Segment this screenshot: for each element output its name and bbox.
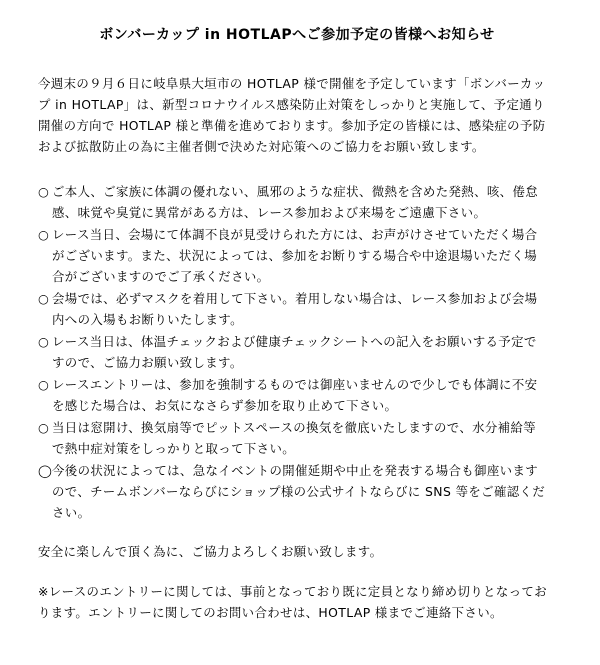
list-item-text: レース当日、会場にて体調不良が見受けられた方には、お声がけさせていただく場合がございます。また、状況によっては、参加をお断りする場合や中途退場いただく場合がございますのでご了承ください。	[52, 227, 538, 284]
list-item	[38, 181, 548, 223]
list-item	[38, 331, 548, 373]
circle-bullet-icon: ○	[38, 291, 50, 306]
list-item-text: 会場では、必ずマスクを着用して下さい。着用しない場合は、レース参加および会場内への入場もお断りいたします。	[52, 291, 538, 327]
circle-bullet-icon: ◯	[38, 463, 53, 478]
list-item-text: 当日は窓開け、換気扇等でピットスペースの換気を徹底いたしますので、水分補給等で熱中症対策をしっかりと取って下さい。	[52, 420, 537, 456]
circle-bullet-icon: ○	[38, 184, 50, 199]
circle-bullet-icon: ○	[38, 420, 50, 435]
circle-bullet-icon: ○	[38, 227, 50, 242]
list-item-text: 今後の状況によっては、急なイベントの開催延期や中止を発表する場合も御座いますので、チームボンバーならびにショップ様の公式サイトならびに SNS 等をご確認ください。	[52, 463, 546, 520]
closing-paragraph: 安全に楽しんで頂く為に、ご協力よろしくお願い致します。	[38, 544, 383, 559]
list-item	[38, 288, 548, 330]
list-item-text: レース当日は、体温チェックおよび健康チェックシートへの記入をお願いする予定ですので、ご協力お願い致します。	[52, 334, 537, 370]
list-item	[38, 224, 548, 287]
list-item-text: ご本人、ご家族に体調の優れない、風邪のような症状、微熱を含めた発熱、咳、倦怠感、味覚や臭覚に異常がある方は、レース参加および来場をご遠慮下さい。	[52, 184, 539, 220]
precaution-list	[38, 181, 548, 523]
circle-bullet-icon: ○	[38, 377, 50, 392]
intro-paragraph: 今週末の９月６日に岐阜県大垣市の HOTLAP 様で開催を予定しています「ボンバーカップ in HOTLAP」は、新型コロナウイルス感染防止対策をしっかりと実施して、予定通り開催の方向で HOTLAP 様と準備を進めております。参加予定の皆様には、感染症の予防および拡散防止の為に主催者側で決めた対応策へのご協力をお願い致します。	[38, 76, 546, 154]
list-item	[38, 460, 548, 523]
document-title: ボンバーカップ in HOTLAPへご参加予定の皆様へお知らせ	[99, 27, 495, 43]
entry-note: ※レースのエントリーに関しては、事前となっており既に定員となり締め切りとなっております。エントリーに関してのお問い合わせは、HOTLAP 様までご連絡下さい。	[38, 584, 547, 620]
list-item	[38, 374, 548, 416]
list-item-text: レースエントリーは、参加を強制するものでは御座いませんので少しでも体調に不安を感じた場合は、お気になさらず参加を取り止めて下さい。	[52, 377, 538, 413]
circle-bullet-icon: ○	[38, 334, 50, 349]
list-item	[38, 417, 548, 459]
